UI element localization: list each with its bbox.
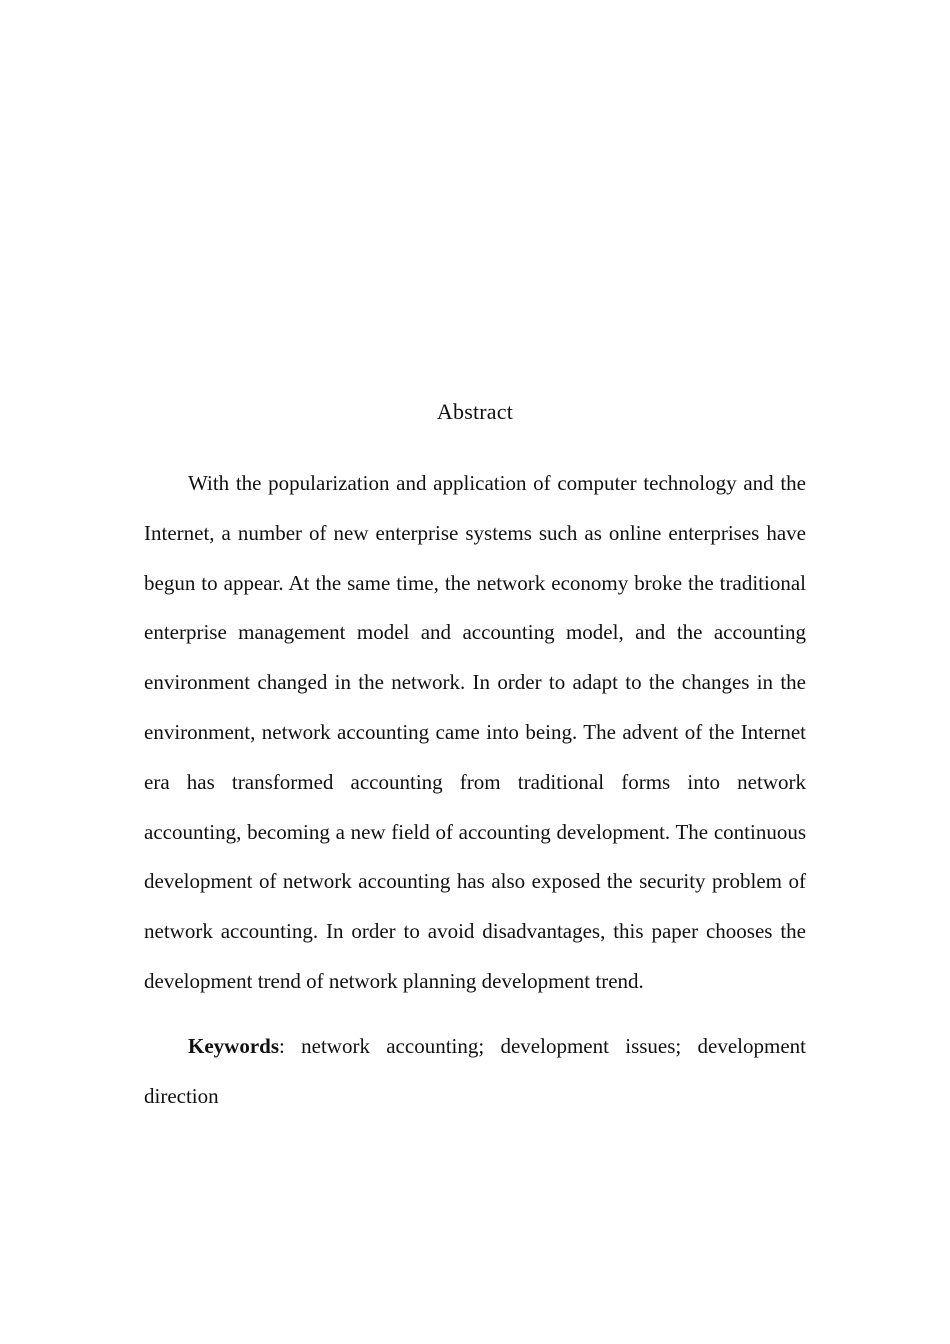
keywords-text: network accounting; development issues; development direction bbox=[144, 1033, 806, 1108]
keywords-label: Keywords bbox=[188, 1033, 279, 1058]
abstract-body: With the popularization and application of computer technology and the Internet, a number of new enterprise systems such as online enterprises have begun to appear. At the same time, the network economy broke the traditional enterprise management model and accounting model, and the accounting environment changed in the network. In order to adapt to the changes in the environment, network accounting came into being. The advent of the Internet era has transformed accounting from traditional forms into network accounting, becoming a new field of accounting development. The continuous development of network accounting has also exposed the security problem of network accounting. In order to avoid disadvantages, this paper chooses the development trend of network planning development trend. bbox=[144, 471, 806, 993]
keywords-separator: : bbox=[279, 1033, 302, 1058]
abstract-title: Abstract bbox=[436, 399, 514, 424]
abstract-section bbox=[144, 394, 806, 1121]
keywords-line bbox=[144, 1022, 806, 1122]
